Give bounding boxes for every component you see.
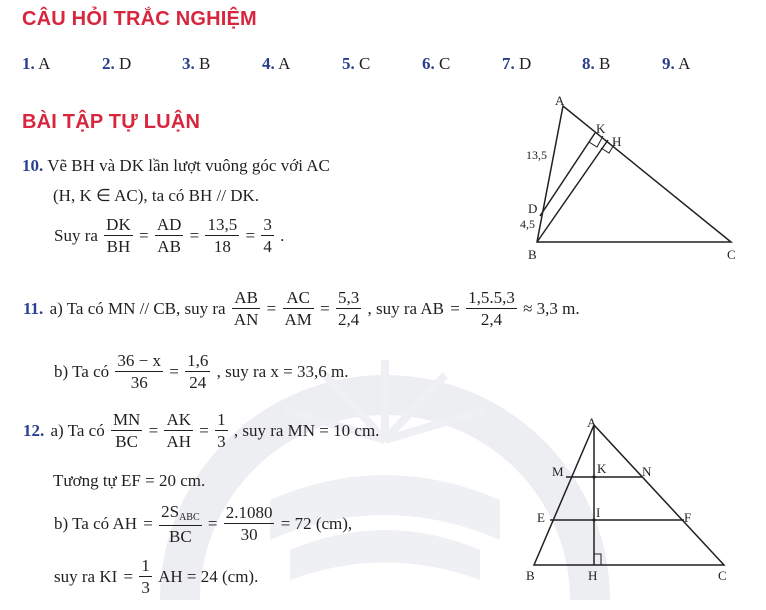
fraction: $\frac{36 - x}{36}$: [117, 351, 161, 392]
q10-line2: (H, K ∈ AC), ta có BH // DK.: [53, 186, 260, 205]
figure-triangle-altitude: [518, 410, 738, 585]
q10-equation: Suy ra $\frac{DK}{BH}$ = $\frac{AD}{AB}$ = $\frac{13,5}{18}$ = $\frac{3}{4}$ .: [54, 215, 285, 256]
right-angle-h: [594, 554, 601, 565]
triangle-abc: [534, 425, 724, 565]
fraction: $\frac{2S_{ABC}}{BC}$: [161, 502, 200, 546]
essay-heading: BÀI TẬP TỰ LUẬN: [22, 111, 201, 133]
fraction: $\frac{5,3}{2,4}$: [338, 288, 360, 329]
q11-part-b: b) Ta có $\frac{36 - x}{36}$ = $\frac{1,6}{24}$ , suy ra x = 33,6 m.: [54, 351, 349, 392]
q10-line1: 10. Vẽ BH và DK lần lượt vuông góc với AC: [22, 156, 330, 175]
q12-number: 12.: [23, 420, 45, 440]
label-a: A: [587, 415, 597, 430]
label-h: H: [588, 568, 598, 583]
segment-dk: [540, 133, 595, 216]
mcq-answer: 9. A: [662, 54, 691, 73]
fraction: $\frac{AD}{AB}$: [156, 215, 182, 256]
label-e: E: [537, 510, 545, 525]
mcq-answer: 8. B: [582, 54, 611, 73]
label-m: M: [552, 464, 564, 479]
q12-similar: Tương tự EF = 20 cm.: [53, 471, 206, 490]
fraction: $\frac{AC}{AM}$: [284, 288, 312, 329]
q12-part-a: 12. a) Ta có $\frac{MN}{BC}$ = $\frac{AK}{AH}$ = $\frac{1}{3}$ , suy ra MN = 10 cm.: [23, 410, 380, 451]
fraction: $\frac{AK}{AH}$: [166, 410, 191, 451]
mcq-answer: 6. C: [422, 54, 451, 73]
label-d: D: [528, 201, 538, 216]
fraction: $\frac{1}{3}$: [217, 410, 226, 451]
label-c: C: [718, 568, 727, 583]
fraction: $\frac{MN}{BC}$: [112, 410, 141, 451]
label-b: B: [528, 247, 537, 262]
label-c: C: [727, 247, 736, 262]
label-k: K: [597, 461, 607, 476]
q11-number: 11.: [23, 298, 44, 318]
q12-conclusion: suy ra KI = $\frac{1}{3}$ AH = 24 (cm).: [54, 556, 259, 597]
fraction: $\frac{AB}{AN}$: [233, 288, 259, 329]
q12-part-b: b) Ta có AH = $\frac{2S_{ABC}}{BC}$ = $\frac{2.1080}{30}$ = 72 (cm),: [54, 502, 353, 546]
mcq-heading: CÂU HỎI TRẮC NGHIỆM: [22, 8, 257, 30]
mcq-answer: 3. B: [182, 54, 211, 73]
mcq-answers: [22, 54, 722, 76]
label-f: F: [684, 510, 692, 525]
fraction: $\frac{2.1080}{30}$: [225, 503, 273, 545]
label-a: A: [555, 93, 565, 108]
mcq-answer: 1. A: [22, 54, 51, 73]
mcq-answer: 7. D: [502, 54, 532, 73]
q11-part-a: 11. a) Ta có MN // CB, suy ra $\frac{AB}{AN}$ = $\frac{AC}{AM}$ = $\frac{5,3}{2,4}$ , suy ra AB = $\frac{1,5.5,3}{2,4}$ ≈ 3,3 m.: [23, 288, 580, 329]
label-n: N: [642, 464, 652, 479]
label-length-ad: 13,5: [526, 148, 547, 162]
label-h: H: [612, 134, 622, 149]
mcq-answer: 5. C: [342, 54, 371, 73]
label-b: B: [526, 568, 535, 583]
fraction: $\frac{1}{3}$: [141, 556, 150, 597]
label-i: I: [596, 505, 601, 520]
label-length-db: 4,5: [520, 217, 535, 231]
q10-number: 10.: [22, 156, 44, 175]
figure-triangle-abc: [505, 92, 755, 267]
triangle-abc: [537, 106, 731, 242]
fraction: $\frac{13,5}{18}$: [207, 215, 238, 256]
mcq-answer: 4. A: [262, 54, 291, 73]
segment-bh: [537, 140, 608, 242]
label-k: K: [596, 121, 606, 136]
mcq-answer: 2. D: [102, 54, 132, 73]
fraction: $\frac{DK}{BH}$: [106, 215, 131, 256]
fraction: $\frac{3}{4}$: [263, 215, 272, 256]
fraction: $\frac{1,5.5,3}{2,4}$: [468, 288, 515, 329]
fraction: $\frac{1,6}{24}$: [187, 351, 209, 392]
